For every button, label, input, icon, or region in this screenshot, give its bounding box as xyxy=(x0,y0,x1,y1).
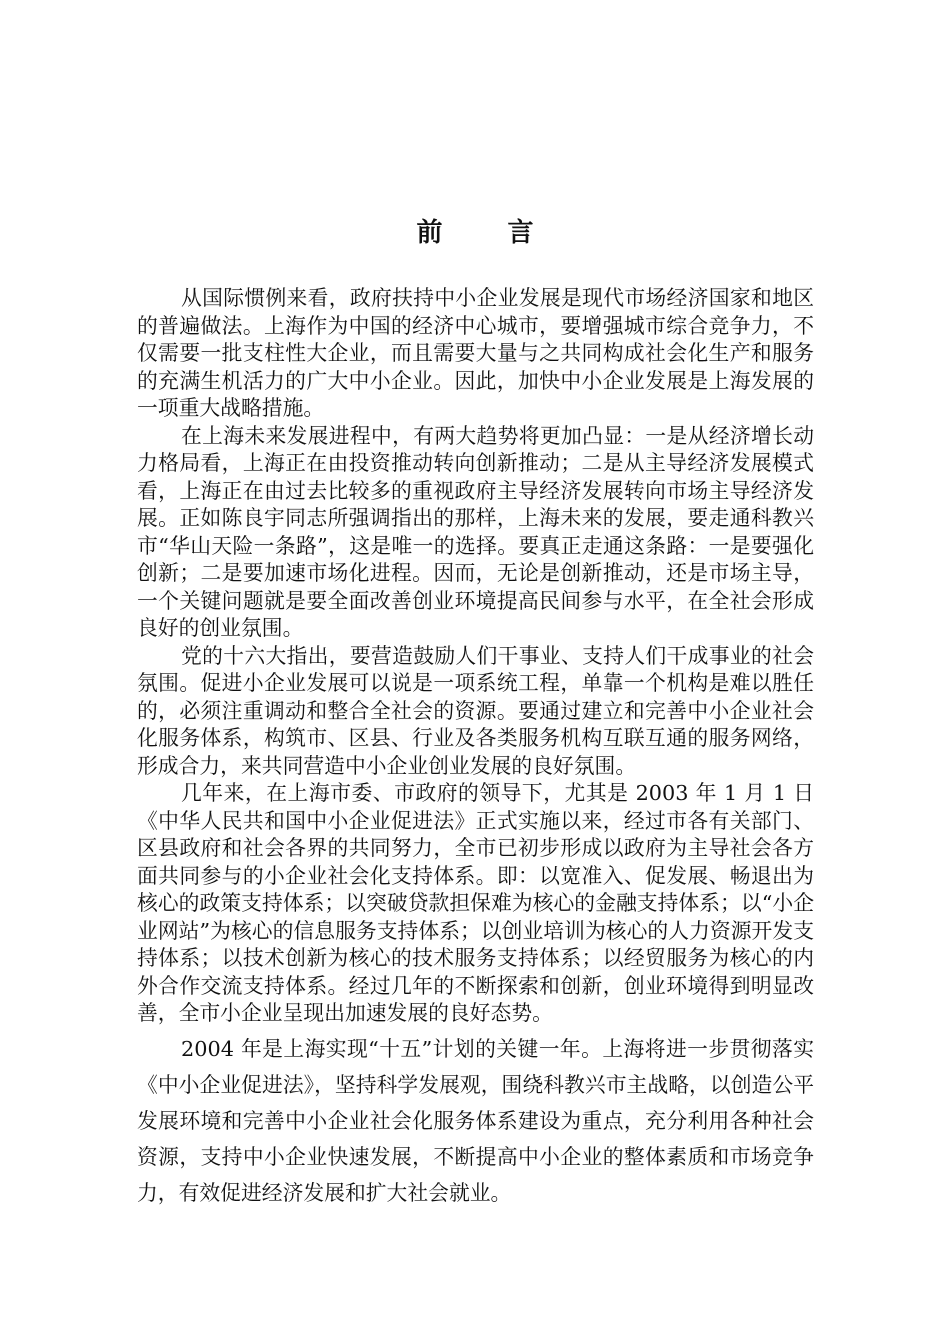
page-title: 前 言 xyxy=(416,218,562,249)
paragraph-3: 党的十六大指出，要营造鼓励人们干事业、支持人们干成事业的社会氛围。促进小企业发展可以说是一项系统工程，单靠一个机构是难以胜任的，必须注重调动和整合全社会的资源。要通过建立和完善中小企业社会化服务体系，构筑市、区县、行业及各类服务机构互联互通的服务网络，形成合力，来共同营造中小企业创业发展的良好氛围。 xyxy=(137,643,814,778)
paragraph-1: 从国际惯例来看，政府扶持中小企业发展是现代市场经济国家和地区的普遍做法。上海作为中国的经济中心城市，要增强城市综合竞争力，不仅需要一批支柱性大企业，而且需要大量与之共同构成社会化生产和服务的充满生机活力的广大中小企业。因此，加快中小企业发展是上海发展的一项重大战略措施。 xyxy=(137,286,814,420)
document-body xyxy=(137,285,814,1211)
paragraph-5: 2004 年是上海实现“十五”计划的关键一年。上海将进一步贯彻落实《中小企业促进法》，坚持科学发展观，围绕科教兴市主战略，以创造公平发展环境和完善中小企业社会化服务体系建设为重点，充分利用各种社会资源，支持中小企业快速发展，不断提高中小企业的整体素质和市场竞争力，有效促进经济发展和扩大社会就业。 xyxy=(137,1036,814,1205)
paragraph-4: 几年来，在上海市委、市政府的领导下，尤其是 2003 年 1 月 1 日《中华人民共和国中小企业促进法》正式实施以来，经过市各有关部门、区县政府和社会各界的共同努力，全市已初步形成以政府为主导社会各方面共同参与的小企业社会化支持体系。即：以宽准入、促发展、畅退出为核心的政策支持体系；以突破贷款担保难为核心的金融支持体系；以“小企业网站”为核心的信息服务支持体系；以创业培训为核心的人力资源开发支持体系；以技术创新为核心的技术服务支持体系；以经贸服务为核心的内外合作交流支持体系。经过几年的不断探索和创新，创业环境得到明显改善，全市小企业呈现出加速发展的良好态势。 xyxy=(137,781,814,1025)
paragraph-2: 在上海未来发展进程中，有两大趋势将更加凸显：一是从经济增长动力格局看，上海正在由投资推动转向创新推动；二是从主导经济发展模式看，上海正在由过去比较多的重视政府主导经济发展转向市场主导经济发展。正如陈良宇同志所强调指出的那样，上海未来的发展，要走通科教兴市“华山天险一条路”，这是唯一的选择。要真正走通这条路：一是要强化创新；二是要加速市场化进程。因而，无论是创新推动，还是市场主导，一个关键问题就是要全面改善创业环境提高民间参与水平，在全社会形成良好的创业氛围。 xyxy=(137,423,814,640)
